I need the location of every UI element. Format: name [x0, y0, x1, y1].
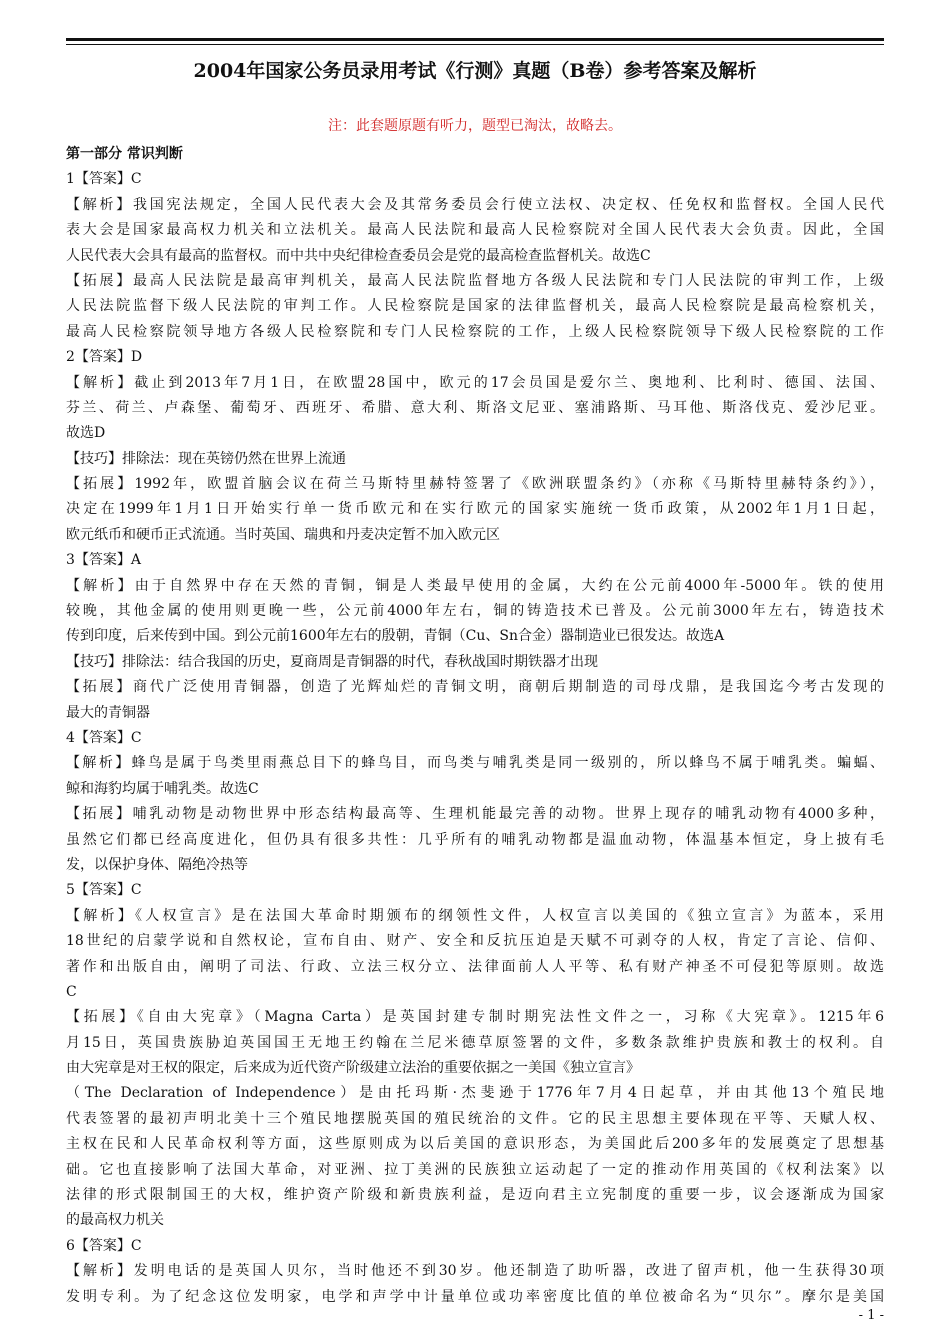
body-line: 1【答案】C — [66, 171, 142, 188]
body-line: 鲸和海豹均属于哺乳类。故选C — [66, 780, 259, 797]
body-line: 芬兰、荷兰、卢森堡、葡萄牙、西班牙、希腊、意大利、斯洛文尼亚、塞浦路斯、马耳他、斯洛伐克、爱沙尼亚。 — [66, 399, 884, 416]
body-line: 【拓展】商代广泛使用青铜器，创造了光辉灿烂的青铜文明，商朝后期制造的司母戊鼎，是我国迄今考古发现的 — [66, 679, 884, 696]
body-line: 决定在1999年1月1日开始实行单一货币欧元和在实行欧元的国家实施统一货币政策，从2002年1月1日起， — [66, 501, 884, 518]
body-line: C — [66, 983, 77, 1000]
body-line: 欧元纸币和硬币正式流通。当时英国、瑞典和丹麦决定暂不加入欧元区 — [66, 526, 500, 543]
body-line: （The Declaration of Independence）是由托玛斯·杰斐逊于1776年7月4日起草，并由其他13个殖民地 — [66, 1085, 884, 1102]
body-line: 础。它也直接影响了法国大革命，对亚洲、拉丁美洲的民族独立运动起了一定的推动作用英国的《权利法案》以 — [66, 1161, 884, 1178]
body-line: 【拓展】最高人民法院是最高审判机关，最高人民法院监督地方各级人民法院和专门人民法院的审判工作，上级 — [66, 272, 884, 289]
document-title: 2004年国家公务员录用考试《行测》真题（B卷）参考答案及解析 — [193, 60, 757, 82]
body-line: 【拓展】哺乳动物是动物世界中形态结构最高等、生理机能最完善的动物。世界上现存的哺乳动物有4000多种， — [66, 806, 884, 823]
body-line: 著作和出版自由，阐明了司法、行政、立法三权分立、法律面前人人平等、私有财产神圣不可侵犯等原则。故选 — [66, 958, 884, 975]
body-line: 【技巧】排除法：现在英镑仍然在世界上流通 — [66, 450, 346, 467]
body-line: 人民代表大会具有最高的监督权。而中共中央纪律检查委员会是党的最高检查监督机关。故选C — [66, 247, 651, 264]
body-line: 月15日，英国贵族胁迫英国国王无地王约翰在兰尼米德草原签署的文件，多数条款维护贵族和教士的权利。自 — [66, 1034, 884, 1051]
header-rule-thin — [66, 44, 884, 45]
body-line: 【解析】由于自然界中存在天然的青铜，铜是人类最早使用的金属，大约在公元前4000年-5000年。铁的使用 — [66, 577, 884, 594]
body-line: 【解析】发明电话的是英国人贝尔，当时他还不到30岁。他还制造了助听器，改进了留声机，他一生获得30项 — [66, 1263, 884, 1280]
body-line: 表大会是国家最高权力机关和立法机关。最高人民法院和最高人民检察院对全国人民代表大会负责。因此，全国 — [66, 222, 884, 239]
header-rule-thick — [66, 38, 884, 41]
body-line: 4【答案】C — [66, 729, 142, 746]
body-line: 由大宪章是对王权的限定，后来成为近代资产阶级建立法治的重要依据之一美国《独立宣言》 — [66, 1060, 640, 1077]
body-line: 传到印度，后来传到中国。到公元前1600年左右的殷朝，青铜（Cu、Sn合金）器制造业已很发达。故选A — [66, 628, 725, 645]
body-line: 的最高权力机关 — [66, 1212, 164, 1229]
red-note: 注：此套题原题有听力，题型已淘汰，故略去。 — [328, 118, 622, 134]
body-line: 代表签署的最初声明北美十三个殖民地摆脱英国的殖民统治的文件。它的民主思想主要体现在平等、天赋人权、 — [66, 1110, 884, 1127]
body-line: 主权在民和人民革命权利等方面，这些原则成为以后美国的意识形态，为美国此后200多年的发展奠定了思想基 — [66, 1136, 884, 1153]
body-line: 最高人民检察院领导地方各级人民检察院和专门人民检察院的工作，上级人民检察院领导下级人民检察院的工作 — [66, 323, 884, 340]
body-line: 发，以保护身体、隔绝冷热等 — [66, 856, 248, 873]
body-line: 【拓展】1992年，欧盟首脑会议在荷兰马斯特里赫特签署了《欧洲联盟条约》（亦称《马斯特里赫特条约》）， — [66, 476, 884, 493]
body-line: 人民法院监督下级人民法院的审判工作。人民检察院是国家的法律监督机关，最高人民检察院是最高检察机关， — [66, 298, 884, 315]
body-line: 3【答案】A — [66, 552, 142, 569]
body-line: 【技巧】排除法：结合我国的历史，夏商周是青铜器的时代，春秋战国时期铁器才出现 — [66, 653, 598, 670]
body-line: 【解析】截止到2013年7月1日，在欧盟28国中，欧元的17会员国是爱尔兰、奥地利、比利时、德国、法国、 — [66, 374, 884, 391]
body-line: 【解析】我国宪法规定，全国人民代表大会及其常务委员会行使立法权、决定权、任免权和监督权。全国人民代 — [66, 196, 884, 213]
body-line: 2【答案】D — [66, 349, 143, 366]
page-number: - 1 - — [858, 1308, 884, 1323]
body-line: 较晚，其他金属的使用则更晚一些，公元前4000年左右，铜的铸造技术已普及。公元前3000年左右，铸造技术 — [66, 603, 884, 620]
body-line: 【拓展】《自由大宪章》（Magna Carta）是英国封建专制时期宪法性文件之一，习称《大宪章》。1215年6 — [66, 1009, 884, 1026]
body-line: 法律的形式限制国王的大权，维护资产阶级和新贵族利益，是迈向君主立宪制度的重要一步，议会逐渐成为国家 — [66, 1187, 884, 1204]
body-line: 虽然它们都已经高度进化，但仍具有很多共性：几乎所有的哺乳动物都是温血动物，体温基本恒定，身上披有毛 — [66, 831, 884, 848]
body-line: 18世纪的启蒙学说和自然权论，宣布自由、财产、安全和反抗压迫是天赋不可剥夺的人权，肯定了言论、信仰、 — [66, 933, 884, 950]
body-line: 6【答案】C — [66, 1237, 142, 1254]
body-line: 发明专利。为了纪念这位发明家，电学和声学中计量单位或功率密度比值的单位被命名为“贝尔”。摩尔是美国 — [66, 1288, 884, 1305]
document-body — [66, 142, 884, 1310]
body-line: 【解析】《人权宣言》是在法国大革命时期颁布的纲领性文件，人权宣言以美国的《独立宣言》为蓝本，采用 — [66, 907, 884, 924]
section-heading: 第一部分 常识判断 — [66, 146, 183, 162]
body-line: 最大的青铜器 — [66, 704, 150, 721]
body-line: 5【答案】C — [66, 882, 142, 899]
body-line: 【解析】蜂鸟是属于鸟类里雨燕总目下的蜂鸟目，而鸟类与哺乳类是同一级别的，所以蜂鸟不属于哺乳类。蝙蝠、 — [66, 755, 884, 772]
body-line: 故选D — [66, 425, 106, 442]
